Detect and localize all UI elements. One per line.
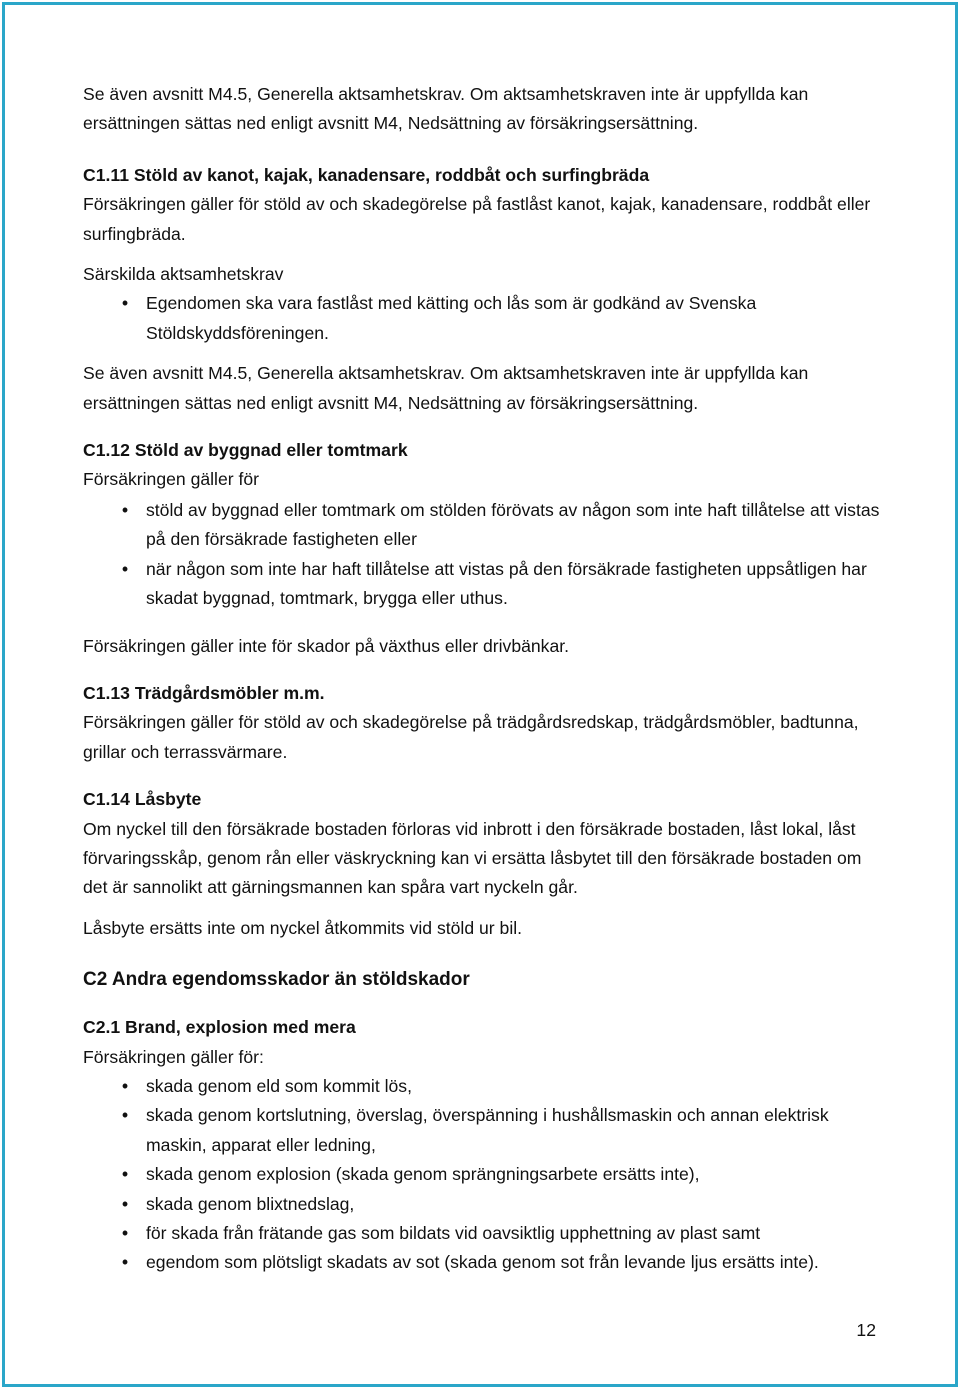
- bullet-icon: [115, 1248, 135, 1277]
- chapter-heading-c2: C2 Andra egendomsskador än stöldskador: [83, 969, 470, 991]
- bullet-icon: [115, 1072, 135, 1101]
- section-intro-c1-12: Försäkringen gäller för: [83, 469, 260, 490]
- list-item: • skada genom blixtnedslag,: [83, 1190, 883, 1219]
- see-also-paragraph-c1-11: Se även avsnitt M4.5, Generella aktsamhetskrav. Om aktsamhetskraven inte är uppfyllda kan ersättningen sättas ned enligt avsnitt M4, Nedsättning av försäkringsersättning.: [83, 363, 809, 413]
- section-heading-c1-12: C1.12 Stöld av byggnad eller tomtmark: [83, 440, 408, 461]
- section-heading-c2-1: C2.1 Brand, explosion med mera: [83, 1017, 356, 1038]
- see-also-paragraph: Se även avsnitt M4.5, Generella aktsamhetskrav. Om aktsamhetskraven inte är uppfyllda kan ersättningen sättas ned enligt avsnitt M4, Nedsättning av försäkringsersättning.: [83, 84, 809, 134]
- list-item: • skada genom explosion (skada genom sprängningsarbete ersätts inte),: [83, 1160, 883, 1189]
- list-item: • när någon som inte har haft tillåtelse att vistas på den försäkrade fastigheten uppsåtligen har skadat byggnad, tomtmark, brygga eller uthus.: [83, 555, 883, 614]
- section-body-c1-14: Om nyckel till den försäkrade bostaden förloras vid inbrott i den försäkrade bostaden, låst lokal, låst förvaringsskåp, genom rån eller väskryckning kan vi ersätta låsbytet till den försäkrade bostaden om det är sannolikt att gärningsmannen kan spåra vart nyckeln går.: [83, 818, 862, 898]
- bullet-icon: [115, 555, 135, 584]
- bullet-list-c2-1: [83, 1072, 883, 1278]
- section-body-c1-13: Försäkringen gäller för stöld av och skadegörelse på trädgårdsredskap, trädgårdsmöbler, badtunna, grillar och terrassvärmare.: [83, 712, 859, 762]
- bullet-icon: [115, 1190, 135, 1219]
- list-item: • för skada från frätande gas som bildats vid oavsiktlig upphettning av plast samt: [83, 1219, 883, 1248]
- section-intro-c2-1: Försäkringen gäller för:: [83, 1046, 264, 1067]
- exclusion-paragraph-c1-12: Försäkringen gäller inte för skador på växthus eller drivbänkar.: [83, 635, 570, 656]
- section-heading-c1-13: C1.13 Trädgårdsmöbler m.m.: [83, 682, 325, 703]
- bullet-list-c1-12: [83, 496, 883, 614]
- document-body: [83, 80, 883, 1278]
- bullet-icon: [115, 289, 135, 318]
- section-body-c1-11: Försäkringen gäller för stöld av och skadegörelse på fastlåst kanot, kajak, kanadensare, roddbåt eller surfingbräda.: [83, 194, 871, 244]
- page-number: 12: [856, 1320, 876, 1340]
- list-item: • egendom som plötsligt skadats av sot (skada genom sot från levande ljus ersätts inte).: [83, 1248, 883, 1277]
- bullet-list-c1-11: [83, 289, 883, 348]
- bullet-icon: [115, 1219, 135, 1248]
- section-note-c1-14: Låsbyte ersätts inte om nyckel åtkommits vid stöld ur bil.: [83, 917, 523, 938]
- bullet-icon: [115, 496, 135, 525]
- section-heading-c1-14: C1.14 Låsbyte: [83, 789, 202, 810]
- list-item: • skada genom eld som kommit lös,: [83, 1072, 883, 1101]
- bullet-icon: [115, 1101, 135, 1130]
- section-heading-c1-11: C1.11 Stöld av kanot, kajak, kanadensare, roddbåt och surfingbräda: [83, 164, 650, 185]
- list-item: • skada genom kortslutning, överslag, överspänning i hushållsmaskin och annan elektrisk maskin, apparat eller ledning,: [83, 1101, 883, 1160]
- list-item: • stöld av byggnad eller tomtmark om stölden förövats av någon som inte haft tillåtelse att vistas på den försäkrade fastigheten eller: [83, 496, 883, 555]
- list-item: • Egendomen ska vara fastlåst med kätting och lås som är godkänd av Svenska Stöldskyddsföreningen.: [83, 289, 883, 348]
- special-requirements-title: Särskilda aktsamhetskrav: [83, 264, 284, 285]
- bullet-icon: [115, 1160, 135, 1189]
